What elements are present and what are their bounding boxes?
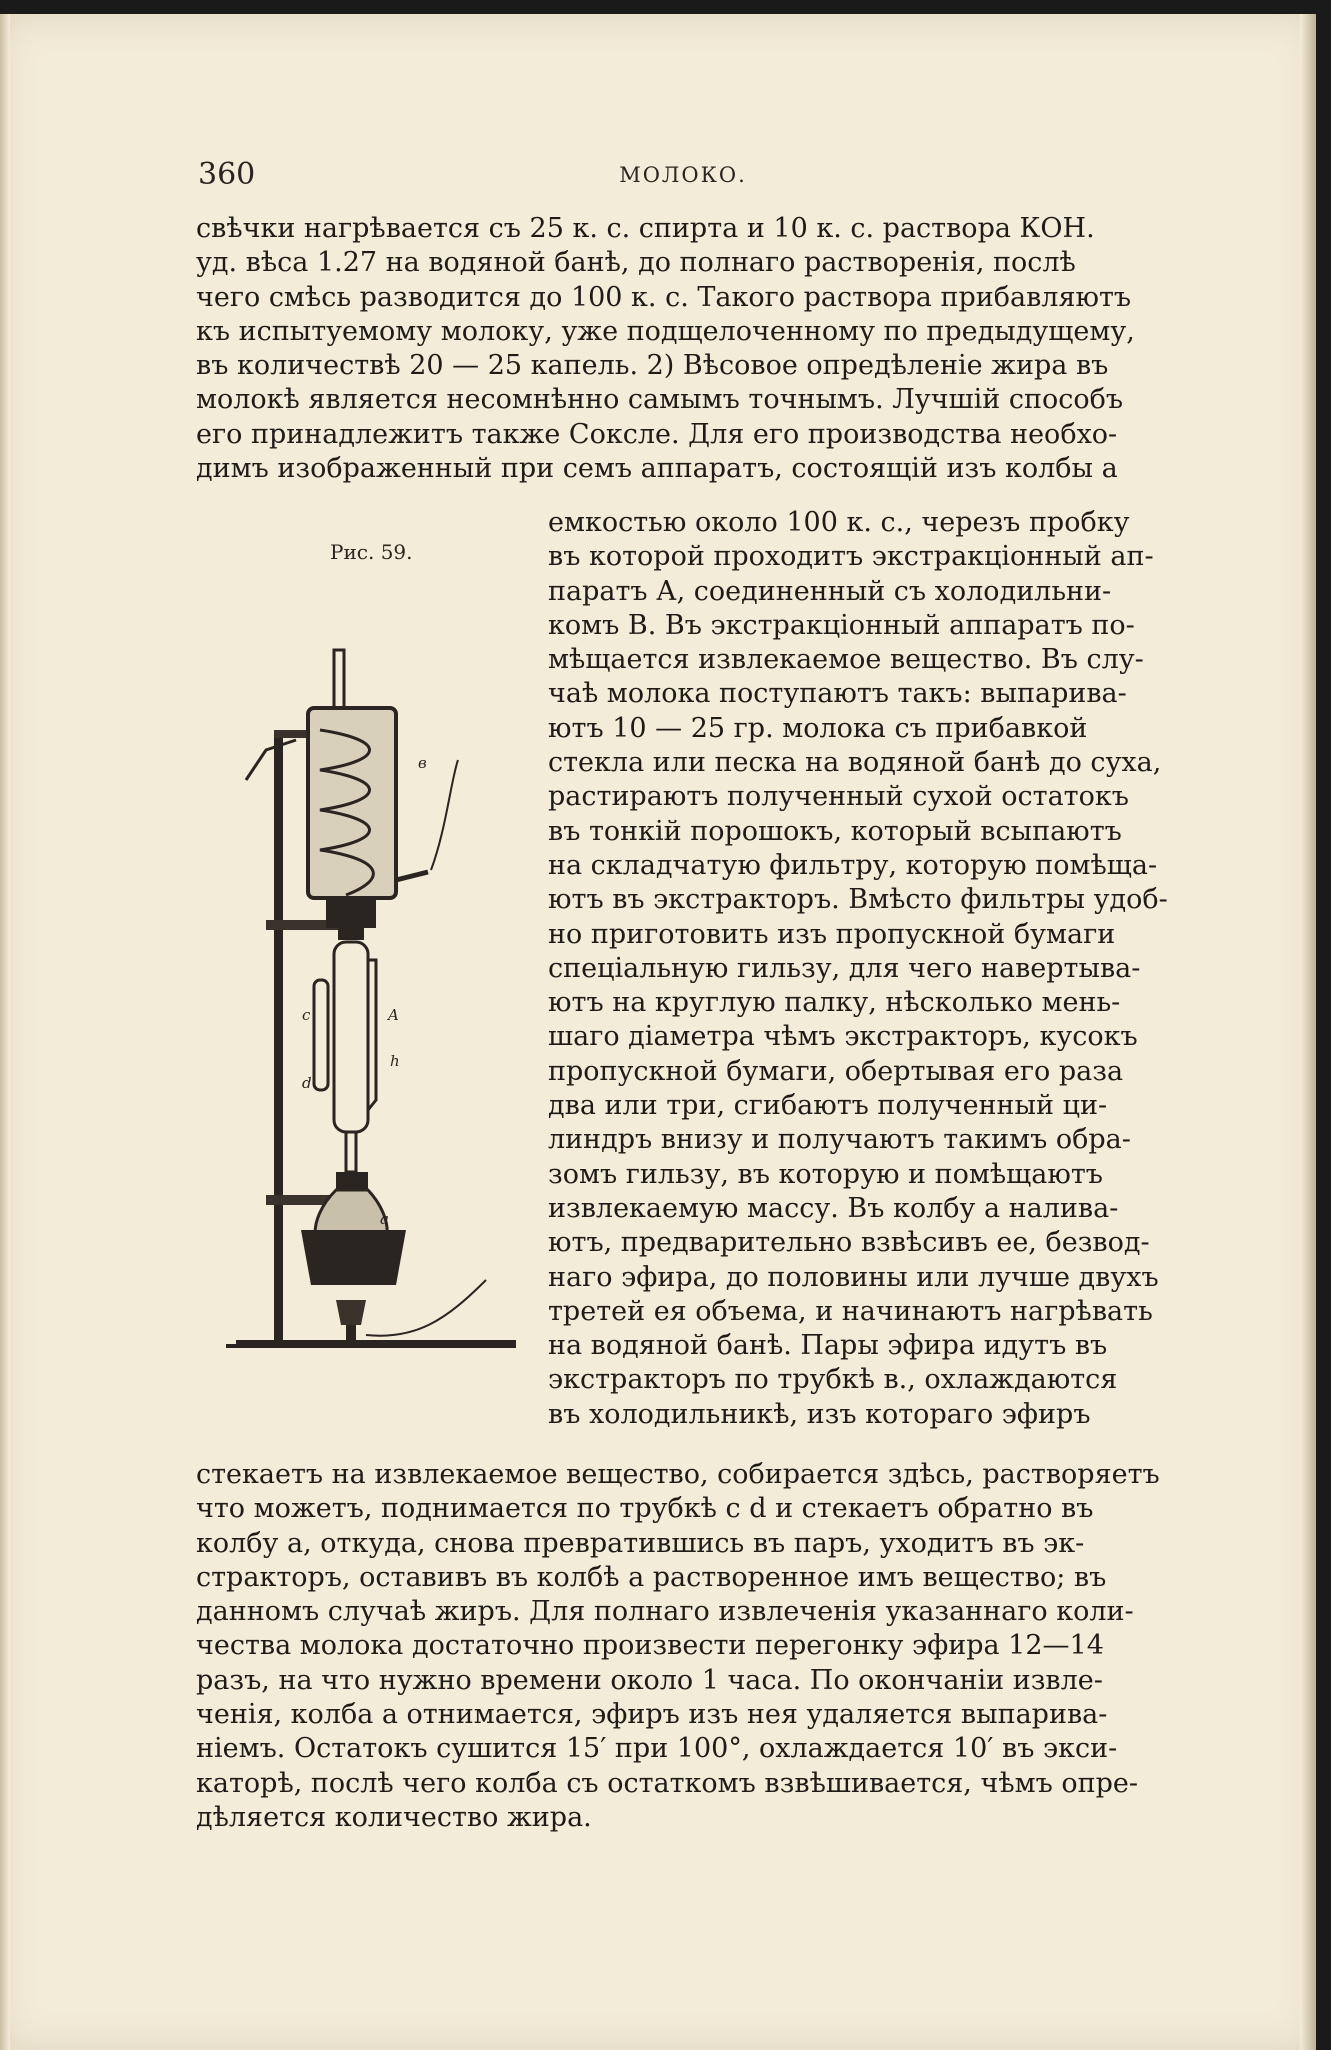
label-c: c — [302, 1006, 311, 1024]
text-line: чего смѣсь разводится до 100 к. с. Такого раствора прибавляютъ — [196, 281, 1132, 313]
soxhlet-apparatus-illustration — [196, 580, 536, 1420]
label-b: в — [418, 754, 427, 772]
text-line: ніемъ. Остатокъ сушится 15′ при 100°, охлаждается 10′ въ экси- — [196, 1733, 1118, 1765]
page-header — [198, 157, 1168, 197]
running-head: МОЛОКО. — [619, 163, 747, 187]
text-line: третей ея объема, и начинаютъ нагрѣвать — [548, 1295, 1153, 1327]
text-line: на складчатую фильтру, которую помѣща- — [548, 849, 1158, 881]
text-line: растираютъ полученный сухой остатокъ — [548, 781, 1129, 813]
text-line: чества молока достаточно произвести перегонку эфира 12—14 — [196, 1630, 1104, 1662]
label-A: A — [388, 1006, 399, 1024]
text-line: дѣляется количество жира. — [196, 1801, 592, 1833]
page-number: 360 — [198, 157, 256, 192]
text-line: молокѣ является несомнѣнно самымъ точнымъ. Лучшій способъ — [196, 384, 1124, 416]
text-line: емкостью около 100 к. с., черезъ пробку — [548, 507, 1130, 538]
wrapped-paragraph — [548, 506, 1166, 1432]
text-line: зомъ гильзу, въ которую и помѣщаютъ — [548, 1158, 1103, 1190]
text-line: мѣщается извлекаемое вещество. Въ слу- — [548, 644, 1144, 676]
text-line: линдръ внизу и получаютъ такимъ обра- — [548, 1124, 1131, 1156]
label-a: a — [380, 1210, 389, 1228]
text-line: на водяной банѣ. Пары эфира идутъ въ — [548, 1330, 1108, 1362]
text-line: два или три, сгибаютъ полученный ци- — [548, 1090, 1108, 1122]
text-line: въ холодильникѣ, изъ котораго эфиръ — [548, 1398, 1091, 1430]
text-line: экстракторъ по трубкѣ в., охлаждаются — [548, 1364, 1118, 1396]
text-line: пропускной бумаги, обертывая его раза — [548, 1055, 1124, 1087]
text-line: шаго діаметра чѣмъ экстракторъ, кусокъ — [548, 1021, 1138, 1053]
text-line: ютъ 10 — 25 гр. молока съ прибавкой — [548, 712, 1088, 744]
text-line: въ количествѣ 20 — 25 капель. 2) Вѣсовое опредѣленіе жира въ — [196, 350, 1109, 382]
text-line: ютъ въ экстракторъ. Вмѣсто фильтры удоб- — [548, 884, 1168, 916]
text-line: стракторъ, оставивъ въ колбѣ а растворенное имъ вещество; въ — [196, 1561, 1107, 1593]
text-line: стекаетъ на извлекаемое вещество, собирается здѣсь, растворяетъ — [196, 1459, 1160, 1490]
top-paragraph — [196, 212, 1166, 486]
page-edge-right — [1300, 14, 1316, 2050]
text-line: наго эфира, до половины или лучше двухъ — [548, 1261, 1159, 1293]
text-line: въ которой проходитъ экстракціонный ап- — [548, 541, 1154, 573]
figure-soxhlet-apparatus — [196, 540, 536, 1420]
text-line: димъ изображенный при семъ аппаратъ, состоящій изъ колбы а — [196, 453, 1118, 485]
text-line: каторѣ, послѣ чего колба съ остаткомъ взвѣшивается, чѣмъ опре- — [196, 1767, 1139, 1799]
label-h: h — [390, 1052, 400, 1070]
text-line: свѣчки нагрѣвается съ 25 к. с. спирта и 10 к. с. раствора КОН. — [196, 213, 1095, 244]
text-line: ютъ на круглую палку, нѣсколько мень- — [548, 987, 1121, 1019]
text-line: данномъ случаѣ жиръ. Для полнаго извлеченія указаннаго коли- — [196, 1596, 1134, 1628]
text-line: его принадлежитъ также Сокслe. Для его производства необхо- — [196, 418, 1118, 450]
text-line: въ тонкій порошокъ, который всыпаютъ — [548, 815, 1122, 847]
text-line: къ испытуемому молоку, уже подщелоченному по предыдущему, — [196, 315, 1135, 347]
text-line: чаѣ молока поступаютъ такъ: выпарива- — [548, 678, 1127, 710]
text-line: уд. вѣса 1.27 на водяной банѣ, до полнаго растворенія, послѣ — [196, 247, 1076, 279]
text-line: паратъ А, соединенный съ холодильни- — [548, 575, 1112, 607]
text-line: колбу а, откуда, снова превратившись въ паръ, уходитъ въ эк- — [196, 1527, 1085, 1559]
text-line: ютъ, предварительно взвѣсивъ ее, безвод- — [548, 1227, 1150, 1259]
text-line: извлекаемую массу. Въ колбу а налива- — [548, 1192, 1119, 1224]
text-line: спеціальную гильзу, для чего навертыва- — [548, 952, 1141, 984]
label-d: d — [302, 1074, 312, 1092]
text-line: но приготовить изъ пропускной бумаги — [548, 918, 1116, 950]
text-line: комъ В. Въ экстракціонный аппаратъ по- — [548, 609, 1135, 641]
text-line: стекла или песка на водяной банѣ до суха, — [548, 747, 1162, 779]
lower-paragraph — [196, 1458, 1166, 1835]
text-line: разъ, на что нужно времени около 1 часа. По окончаніи извле- — [196, 1664, 1103, 1696]
page-edge-left — [0, 14, 10, 2050]
figure-caption: Рис. 59. — [330, 540, 413, 564]
text-line: что можетъ, поднимается по трубкѣ c d и стекаетъ обратно въ — [196, 1493, 1094, 1525]
text-line: ченія, колба а отнимается, эфиръ изъ нея удаляется выпарива- — [196, 1699, 1108, 1731]
